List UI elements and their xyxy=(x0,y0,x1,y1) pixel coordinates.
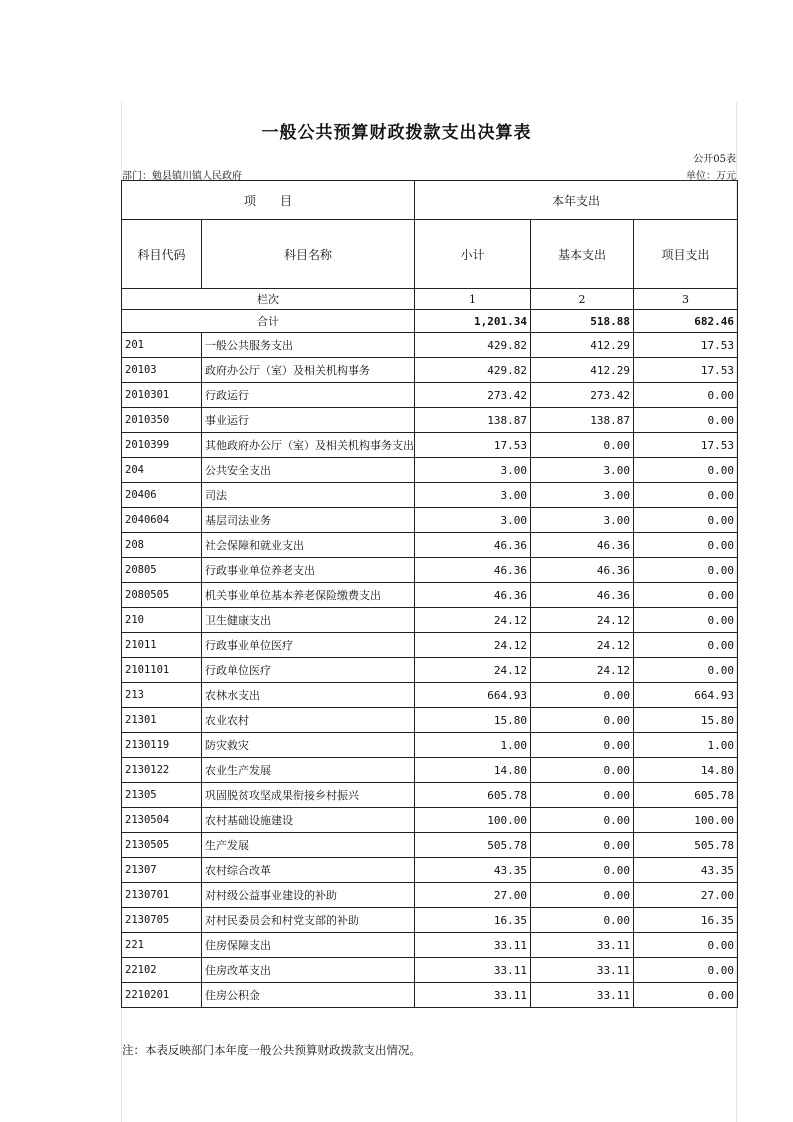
column-number-2: 2 xyxy=(531,289,634,310)
row-basic: 3.00 xyxy=(531,458,634,483)
row-basic: 33.11 xyxy=(531,933,634,958)
row-project: 16.35 xyxy=(634,908,738,933)
row-code: 208 xyxy=(122,533,202,558)
row-subtotal: 27.00 xyxy=(415,883,531,908)
table-row xyxy=(122,658,738,683)
table-row xyxy=(122,983,738,1008)
row-name: 农村综合改革 xyxy=(202,858,415,883)
row-code: 2130119 xyxy=(122,733,202,758)
row-code: 2010399 xyxy=(122,433,202,458)
table-row xyxy=(122,758,738,783)
row-basic: 46.36 xyxy=(531,533,634,558)
header-item: 项 目 xyxy=(122,181,415,220)
row-code: 2101101 xyxy=(122,658,202,683)
table-row xyxy=(122,808,738,833)
table-row xyxy=(122,783,738,808)
table-row xyxy=(122,633,738,658)
row-code: 21301 xyxy=(122,708,202,733)
row-basic: 412.29 xyxy=(531,333,634,358)
row-code: 2040604 xyxy=(122,508,202,533)
row-project: 17.53 xyxy=(634,358,738,383)
row-code: 2130122 xyxy=(122,758,202,783)
row-basic: 0.00 xyxy=(531,433,634,458)
table-row xyxy=(122,683,738,708)
table-row xyxy=(122,583,738,608)
row-code: 204 xyxy=(122,458,202,483)
row-basic: 0.00 xyxy=(531,908,634,933)
row-basic: 24.12 xyxy=(531,608,634,633)
row-basic: 33.11 xyxy=(531,958,634,983)
table-row xyxy=(122,358,738,383)
table-row xyxy=(122,733,738,758)
row-name: 行政单位医疗 xyxy=(202,658,415,683)
row-subtotal: 138.87 xyxy=(415,408,531,433)
row-name: 对村级公益事业建设的补助 xyxy=(202,883,415,908)
row-subtotal: 33.11 xyxy=(415,958,531,983)
table-row xyxy=(122,483,738,508)
row-subtotal: 33.11 xyxy=(415,983,531,1008)
row-project: 0.00 xyxy=(634,633,738,658)
row-basic: 0.00 xyxy=(531,708,634,733)
column-number-row xyxy=(122,289,738,310)
row-project: 0.00 xyxy=(634,383,738,408)
row-subtotal: 24.12 xyxy=(415,658,531,683)
row-name: 住房保障支出 xyxy=(202,933,415,958)
row-project: 17.53 xyxy=(634,433,738,458)
header-row-columns xyxy=(122,220,738,289)
row-code: 2010301 xyxy=(122,383,202,408)
row-basic: 138.87 xyxy=(531,408,634,433)
header-project: 项目支出 xyxy=(634,220,738,289)
row-code: 21011 xyxy=(122,633,202,658)
row-project: 664.93 xyxy=(634,683,738,708)
row-project: 43.35 xyxy=(634,858,738,883)
row-subtotal: 46.36 xyxy=(415,558,531,583)
footnote: 注：本表反映部门本年度一般公共预算财政拨款支出情况。 xyxy=(122,1043,421,1057)
row-basic: 24.12 xyxy=(531,633,634,658)
total-basic: 518.88 xyxy=(531,310,634,333)
row-name: 社会保障和就业支出 xyxy=(202,533,415,558)
table-row xyxy=(122,533,738,558)
table-row xyxy=(122,933,738,958)
row-subtotal: 46.36 xyxy=(415,583,531,608)
table-row xyxy=(122,908,738,933)
row-project: 0.00 xyxy=(634,583,738,608)
column-number-label: 栏次 xyxy=(122,289,415,310)
row-code: 2210201 xyxy=(122,983,202,1008)
row-basic: 3.00 xyxy=(531,508,634,533)
row-subtotal: 17.53 xyxy=(415,433,531,458)
row-project: 0.00 xyxy=(634,983,738,1008)
table-row xyxy=(122,858,738,883)
row-basic: 0.00 xyxy=(531,808,634,833)
row-project: 0.00 xyxy=(634,933,738,958)
row-project: 605.78 xyxy=(634,783,738,808)
row-name: 防灾救灾 xyxy=(202,733,415,758)
row-name: 机关事业单位基本养老保险缴费支出 xyxy=(202,583,415,608)
row-project: 0.00 xyxy=(634,558,738,583)
row-project: 0.00 xyxy=(634,458,738,483)
row-subtotal: 429.82 xyxy=(415,358,531,383)
row-basic: 33.11 xyxy=(531,983,634,1008)
row-subtotal: 100.00 xyxy=(415,808,531,833)
row-code: 213 xyxy=(122,683,202,708)
row-subtotal: 1.00 xyxy=(415,733,531,758)
row-name: 事业运行 xyxy=(202,408,415,433)
row-project: 0.00 xyxy=(634,533,738,558)
column-number-1: 1 xyxy=(415,289,531,310)
row-project: 1.00 xyxy=(634,733,738,758)
row-subtotal: 273.42 xyxy=(415,383,531,408)
row-subtotal: 15.80 xyxy=(415,708,531,733)
row-subtotal: 664.93 xyxy=(415,683,531,708)
row-code: 2130505 xyxy=(122,833,202,858)
header-basic: 基本支出 xyxy=(531,220,634,289)
row-basic: 0.00 xyxy=(531,883,634,908)
row-project: 100.00 xyxy=(634,808,738,833)
row-name: 司法 xyxy=(202,483,415,508)
table-row xyxy=(122,408,738,433)
row-basic: 46.36 xyxy=(531,583,634,608)
table-row xyxy=(122,708,738,733)
row-project: 0.00 xyxy=(634,958,738,983)
department-label: 部门：勉县镇川镇人民政府 xyxy=(122,171,242,182)
row-subtotal: 33.11 xyxy=(415,933,531,958)
row-code: 2010350 xyxy=(122,408,202,433)
row-code: 21305 xyxy=(122,783,202,808)
row-subtotal: 429.82 xyxy=(415,333,531,358)
row-code: 2130504 xyxy=(122,808,202,833)
row-name: 一般公共服务支出 xyxy=(202,333,415,358)
row-project: 15.80 xyxy=(634,708,738,733)
row-project: 0.00 xyxy=(634,658,738,683)
row-subtotal: 24.12 xyxy=(415,608,531,633)
row-basic: 0.00 xyxy=(531,833,634,858)
row-name: 卫生健康支出 xyxy=(202,608,415,633)
row-basic: 412.29 xyxy=(531,358,634,383)
row-basic: 0.00 xyxy=(531,683,634,708)
table-row xyxy=(122,333,738,358)
header-subtotal: 小计 xyxy=(415,220,531,289)
table-row xyxy=(122,883,738,908)
row-name: 巩固脱贫攻坚成果衔接乡村振兴 xyxy=(202,783,415,808)
row-basic: 24.12 xyxy=(531,658,634,683)
report-title: 一般公共预算财政拨款支出决算表 xyxy=(261,123,532,143)
table-row xyxy=(122,608,738,633)
row-subtotal: 3.00 xyxy=(415,483,531,508)
total-label: 合计 xyxy=(122,310,415,333)
total-project: 682.46 xyxy=(634,310,738,333)
row-basic: 3.00 xyxy=(531,483,634,508)
row-name: 住房公积金 xyxy=(202,983,415,1008)
row-code: 2130705 xyxy=(122,908,202,933)
row-subtotal: 46.36 xyxy=(415,533,531,558)
row-code: 2130701 xyxy=(122,883,202,908)
row-subtotal: 3.00 xyxy=(415,458,531,483)
row-project: 27.00 xyxy=(634,883,738,908)
row-name: 农业农村 xyxy=(202,708,415,733)
row-project: 0.00 xyxy=(634,608,738,633)
table-row xyxy=(122,433,738,458)
header-code: 科目代码 xyxy=(122,220,202,289)
row-code: 210 xyxy=(122,608,202,633)
expenditure-table xyxy=(121,180,738,1008)
row-code: 20805 xyxy=(122,558,202,583)
row-subtotal: 14.80 xyxy=(415,758,531,783)
row-name: 行政事业单位养老支出 xyxy=(202,558,415,583)
row-subtotal: 505.78 xyxy=(415,833,531,858)
row-basic: 0.00 xyxy=(531,733,634,758)
row-name: 行政运行 xyxy=(202,383,415,408)
row-name: 住房改革支出 xyxy=(202,958,415,983)
unit-label: 单位：万元 xyxy=(686,171,736,182)
table-row xyxy=(122,958,738,983)
row-basic: 0.00 xyxy=(531,758,634,783)
table-row xyxy=(122,558,738,583)
row-project: 14.80 xyxy=(634,758,738,783)
row-project: 0.00 xyxy=(634,508,738,533)
header-current-year: 本年支出 xyxy=(415,181,738,220)
row-project: 505.78 xyxy=(634,833,738,858)
row-code: 2080505 xyxy=(122,583,202,608)
row-subtotal: 605.78 xyxy=(415,783,531,808)
row-name: 农村基础设施建设 xyxy=(202,808,415,833)
header-row-top xyxy=(122,181,738,220)
row-code: 201 xyxy=(122,333,202,358)
row-code: 21307 xyxy=(122,858,202,883)
row-project: 17.53 xyxy=(634,333,738,358)
row-subtotal: 24.12 xyxy=(415,633,531,658)
row-code: 20406 xyxy=(122,483,202,508)
table-row xyxy=(122,508,738,533)
row-project: 0.00 xyxy=(634,408,738,433)
row-code: 22102 xyxy=(122,958,202,983)
row-subtotal: 43.35 xyxy=(415,858,531,883)
row-name: 生产发展 xyxy=(202,833,415,858)
row-name: 政府办公厅（室）及相关机构事务 xyxy=(202,358,415,383)
row-code: 221 xyxy=(122,933,202,958)
row-project: 0.00 xyxy=(634,483,738,508)
row-name: 行政事业单位医疗 xyxy=(202,633,415,658)
row-basic: 273.42 xyxy=(531,383,634,408)
row-subtotal: 16.35 xyxy=(415,908,531,933)
row-basic: 46.36 xyxy=(531,558,634,583)
row-name: 公共安全支出 xyxy=(202,458,415,483)
column-number-3: 3 xyxy=(634,289,738,310)
table-row xyxy=(122,383,738,408)
row-name: 其他政府办公厅（室）及相关机构事务支出 xyxy=(202,433,415,458)
row-name: 农林水支出 xyxy=(202,683,415,708)
row-name: 基层司法业务 xyxy=(202,508,415,533)
table-row xyxy=(122,833,738,858)
total-row xyxy=(122,310,738,333)
total-subtotal: 1,201.34 xyxy=(415,310,531,333)
row-name: 农业生产发展 xyxy=(202,758,415,783)
table-row xyxy=(122,458,738,483)
row-code: 20103 xyxy=(122,358,202,383)
form-code: 公开05表 xyxy=(693,154,736,165)
row-basic: 0.00 xyxy=(531,783,634,808)
header-name: 科目名称 xyxy=(202,220,415,289)
row-basic: 0.00 xyxy=(531,858,634,883)
row-subtotal: 3.00 xyxy=(415,508,531,533)
row-name: 对村民委员会和村党支部的补助 xyxy=(202,908,415,933)
